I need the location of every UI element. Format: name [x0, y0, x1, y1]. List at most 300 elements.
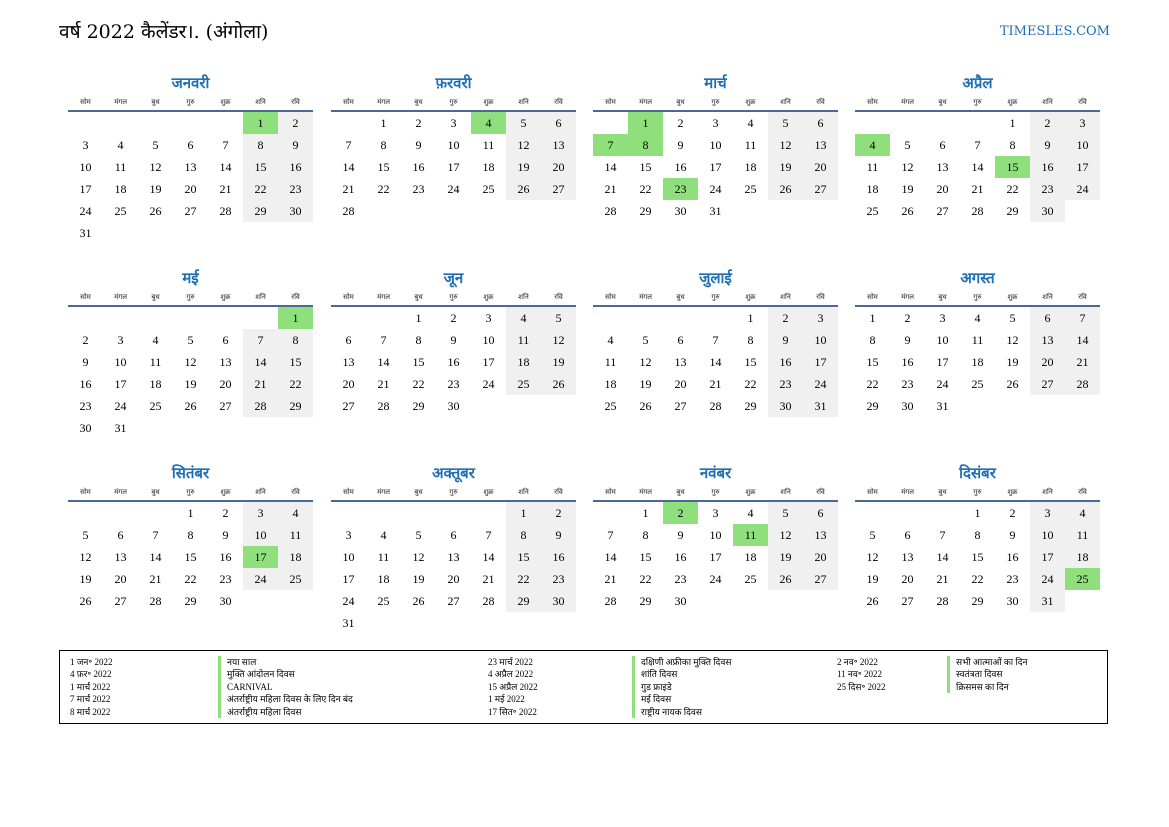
- day-cell: 17: [803, 351, 838, 373]
- day-cell: 7: [1065, 307, 1100, 329]
- day-cell: 29: [866, 399, 879, 413]
- empty-day-cell: [366, 612, 401, 634]
- week-row: [68, 524, 313, 546]
- day-cell: 11: [971, 333, 984, 347]
- day-cell: 22: [1006, 182, 1019, 196]
- day-cell: 27: [901, 594, 914, 608]
- day-cell: 26: [866, 594, 879, 608]
- weekday-label: मंगल: [901, 98, 914, 106]
- day-cell: 9: [278, 134, 313, 156]
- empty-day-cell: [366, 200, 401, 222]
- day-cell: 31: [342, 616, 355, 630]
- weekday-label: रवि: [1078, 293, 1087, 301]
- day-cell: 3: [712, 116, 719, 130]
- day-cell: 28: [219, 204, 232, 218]
- day-cell: 24: [709, 182, 722, 196]
- holiday-day-cell: 15: [995, 156, 1030, 178]
- month-name: मई: [182, 269, 199, 287]
- week-row: [331, 502, 576, 524]
- weekday-label: सोम: [605, 98, 616, 106]
- day-cell: 3: [82, 138, 89, 152]
- weekday-label: शुक्र: [745, 488, 756, 496]
- week-row: [855, 112, 1100, 134]
- week-row: [593, 200, 838, 222]
- day-cell: 14: [1065, 329, 1100, 351]
- days-grid: [855, 112, 1100, 222]
- day-cell: 5: [506, 112, 541, 134]
- day-cell: 4: [747, 116, 754, 130]
- day-cell: 17: [114, 377, 127, 391]
- empty-day-cell: [138, 307, 173, 329]
- day-cell: 8: [506, 524, 541, 546]
- weekday-label: मंगल: [901, 293, 914, 301]
- day-cell: 5: [82, 528, 89, 542]
- day-cell: 30: [541, 590, 576, 612]
- weekday-label: रवि: [291, 98, 300, 106]
- day-cell: 26: [541, 373, 576, 395]
- day-cell: 21: [243, 373, 278, 395]
- empty-day-cell: [960, 112, 995, 134]
- empty-day-cell: [698, 307, 733, 329]
- day-cell: 4: [506, 307, 541, 329]
- legend-holiday-name: CARNIVAL: [218, 681, 353, 693]
- day-cell: 31: [936, 399, 949, 413]
- weekday-header: [855, 94, 1100, 112]
- weekday-label: शनि: [780, 293, 791, 301]
- day-cell: 3: [939, 311, 946, 325]
- holiday-day-cell: 1: [243, 112, 278, 134]
- empty-day-cell: [138, 502, 173, 524]
- weekday-label: शुक्र: [745, 98, 756, 106]
- empty-day-cell: [506, 395, 541, 417]
- day-cell: 1: [415, 311, 422, 325]
- week-row: [331, 112, 576, 134]
- day-cell: 13: [447, 550, 460, 564]
- weekday-header: [855, 484, 1100, 502]
- days-grid: [855, 307, 1100, 417]
- day-cell: 2: [541, 502, 576, 524]
- weekday-label: शुक्र: [1007, 293, 1018, 301]
- site-link[interactable]: TIMESLES.COM: [999, 24, 1110, 39]
- empty-day-cell: [208, 112, 243, 134]
- day-cell: 26: [639, 399, 652, 413]
- day-cell: 11: [866, 160, 879, 174]
- day-cell: 10: [1065, 134, 1100, 156]
- day-cell: 8: [1009, 138, 1016, 152]
- week-row: [331, 524, 576, 546]
- day-cell: 1: [974, 506, 981, 520]
- weekday-label: सोम: [343, 488, 354, 496]
- weekday-label: रवि: [1078, 98, 1087, 106]
- weekday-label: गुरु: [449, 488, 458, 496]
- day-cell: 14: [342, 160, 355, 174]
- days-grid: [331, 307, 576, 417]
- day-cell: 3: [1030, 502, 1065, 524]
- week-row: [68, 112, 313, 134]
- day-cell: 10: [114, 355, 127, 369]
- day-cell: 19: [901, 182, 914, 196]
- day-cell: 28: [971, 204, 984, 218]
- day-cell: 24: [342, 594, 355, 608]
- week-row: [68, 329, 313, 351]
- day-cell: 16: [901, 355, 914, 369]
- holiday-day-cell: 1: [278, 307, 313, 329]
- day-cell: 15: [278, 351, 313, 373]
- empty-day-cell: [890, 502, 925, 524]
- empty-day-cell: [471, 612, 506, 634]
- day-cell: 21: [604, 182, 617, 196]
- day-cell: 13: [803, 134, 838, 156]
- holiday-legend: [59, 650, 1108, 724]
- weekday-label: बुध: [151, 293, 160, 301]
- day-cell: 7: [152, 528, 159, 542]
- legend-holiday-date: 23 मार्च 2022: [488, 657, 533, 667]
- day-cell: 27: [541, 178, 576, 200]
- legend-holiday-date: 7 मार्च 2022: [70, 694, 111, 705]
- week-row: [68, 134, 313, 156]
- legend-holiday-name: दक्षिणी अफ्रीका मुक्ति दिवस: [632, 656, 731, 668]
- day-cell: 24: [79, 204, 92, 218]
- weekday-label: शनि: [1042, 293, 1053, 301]
- weekday-label: शनि: [518, 488, 529, 496]
- week-row: [855, 178, 1100, 200]
- day-cell: 29: [506, 590, 541, 612]
- day-cell: 27: [184, 204, 197, 218]
- day-cell: 15: [866, 355, 879, 369]
- month-calendar: [331, 267, 576, 417]
- weekday-label: गुरु: [973, 98, 982, 106]
- day-cell: 12: [541, 329, 576, 351]
- day-cell: 6: [803, 112, 838, 134]
- weekday-label: शनि: [780, 488, 791, 496]
- weekday-label: मंगल: [639, 293, 652, 301]
- day-cell: 3: [117, 333, 124, 347]
- day-cell: 7: [345, 138, 352, 152]
- weekday-label: शनि: [1042, 488, 1053, 496]
- day-cell: 19: [866, 572, 879, 586]
- day-cell: 15: [639, 160, 652, 174]
- week-row: [331, 395, 576, 417]
- day-cell: 11: [482, 138, 495, 152]
- day-cell: 29: [639, 594, 652, 608]
- empty-day-cell: [925, 502, 960, 524]
- weekday-label: बुध: [414, 488, 423, 496]
- day-cell: 12: [1006, 333, 1019, 347]
- day-cell: 17: [709, 550, 722, 564]
- day-cell: 2: [278, 112, 313, 134]
- week-row: [855, 373, 1100, 395]
- days-grid: [593, 307, 838, 417]
- day-cell: 25: [744, 182, 757, 196]
- weekday-label: रवि: [554, 98, 563, 106]
- week-row: [855, 524, 1100, 546]
- weekday-label: शनि: [780, 98, 791, 106]
- day-cell: 3: [485, 311, 492, 325]
- week-row: [855, 351, 1100, 373]
- day-cell: 6: [541, 112, 576, 134]
- day-cell: 20: [541, 156, 576, 178]
- day-cell: 7: [939, 528, 946, 542]
- day-cell: 18: [866, 182, 879, 196]
- day-cell: 27: [803, 178, 838, 200]
- weekday-header: [593, 484, 838, 502]
- empty-day-cell: [733, 200, 768, 222]
- day-cell: 18: [971, 355, 984, 369]
- week-row: [68, 568, 313, 590]
- day-cell: 3: [243, 502, 278, 524]
- empty-day-cell: [103, 502, 138, 524]
- weekday-header: [331, 484, 576, 502]
- day-cell: 9: [677, 138, 684, 152]
- day-cell: 9: [82, 355, 89, 369]
- day-cell: 25: [866, 204, 879, 218]
- days-grid: [331, 502, 576, 634]
- weekday-label: मंगल: [377, 98, 390, 106]
- week-row: [593, 395, 838, 417]
- weekday-label: मंगल: [114, 488, 127, 496]
- month-name: फ़रवरी: [435, 74, 472, 92]
- day-cell: 4: [117, 138, 124, 152]
- legend-holiday-name: राष्ट्रीय नायक दिवस: [632, 706, 731, 718]
- day-cell: 30: [1006, 594, 1019, 608]
- day-cell: 23: [278, 178, 313, 200]
- day-cell: 7: [712, 333, 719, 347]
- day-cell: 25: [114, 204, 127, 218]
- day-cell: 19: [412, 572, 425, 586]
- weekday-header: [331, 289, 576, 307]
- day-cell: 16: [674, 160, 687, 174]
- holiday-day-cell: 23: [663, 178, 698, 200]
- legend-col-dates-3: [837, 656, 886, 693]
- empty-day-cell: [208, 417, 243, 439]
- day-cell: 11: [744, 138, 757, 152]
- day-cell: 2: [450, 311, 457, 325]
- day-cell: 5: [152, 138, 159, 152]
- holiday-day-cell: 11: [733, 524, 768, 546]
- weekday-label: शनि: [518, 293, 529, 301]
- day-cell: 30: [674, 594, 687, 608]
- day-cell: 10: [79, 160, 92, 174]
- week-row: [855, 134, 1100, 156]
- week-row: [331, 351, 576, 373]
- day-cell: 13: [184, 160, 197, 174]
- day-cell: 29: [243, 200, 278, 222]
- day-cell: 20: [674, 377, 687, 391]
- day-cell: 22: [377, 182, 390, 196]
- day-cell: 27: [803, 568, 838, 590]
- month-name: दिसंबर: [959, 464, 996, 482]
- week-row: [331, 178, 576, 200]
- weekday-label: सोम: [867, 98, 878, 106]
- day-cell: 29: [744, 399, 757, 413]
- day-cell: 1: [747, 311, 754, 325]
- day-cell: 19: [1006, 355, 1019, 369]
- day-cell: 30: [278, 200, 313, 222]
- weekday-label: रवि: [816, 488, 825, 496]
- weekday-label: रवि: [1078, 488, 1087, 496]
- legend-holiday-date: 17 सित॰ 2022: [488, 706, 537, 717]
- day-cell: 24: [447, 182, 460, 196]
- day-cell: 7: [380, 333, 387, 347]
- day-cell: 18: [114, 182, 127, 196]
- day-cell: 24: [1030, 568, 1065, 590]
- day-cell: 31: [1030, 590, 1065, 612]
- day-cell: 4: [278, 502, 313, 524]
- weekday-header: [331, 94, 576, 112]
- day-cell: 25: [482, 182, 495, 196]
- day-cell: 15: [412, 355, 425, 369]
- day-cell: 18: [278, 546, 313, 568]
- legend-holiday-name: स्वतंत्रता दिवस: [947, 668, 1027, 680]
- day-cell: 28: [936, 594, 949, 608]
- page-title: वर्ष 2022 कैलेंडर।. (अंगोला): [59, 21, 269, 43]
- day-cell: 9: [415, 138, 422, 152]
- week-row: [855, 200, 1100, 222]
- day-cell: 22: [506, 568, 541, 590]
- day-cell: 6: [677, 333, 684, 347]
- day-cell: 9: [1009, 528, 1016, 542]
- empty-day-cell: [855, 112, 890, 134]
- weekday-label: मंगल: [639, 98, 652, 106]
- day-cell: 22: [971, 572, 984, 586]
- weekday-label: शुक्र: [1007, 98, 1018, 106]
- day-cell: 6: [450, 528, 457, 542]
- weekday-label: सोम: [867, 488, 878, 496]
- day-cell: 12: [768, 134, 803, 156]
- day-cell: 21: [219, 182, 232, 196]
- weekday-label: शुक्र: [1007, 488, 1018, 496]
- week-row: [593, 329, 838, 351]
- day-cell: 27: [936, 204, 949, 218]
- holiday-day-cell: 1: [628, 112, 663, 134]
- day-cell: 9: [450, 333, 457, 347]
- empty-day-cell: [68, 307, 103, 329]
- week-row: [331, 546, 576, 568]
- day-cell: 3: [345, 528, 352, 542]
- empty-day-cell: [541, 395, 576, 417]
- empty-day-cell: [768, 200, 803, 222]
- empty-day-cell: [173, 417, 208, 439]
- day-cell: 9: [677, 528, 684, 542]
- week-row: [593, 502, 838, 524]
- empty-day-cell: [593, 307, 628, 329]
- day-cell: 8: [747, 333, 754, 347]
- day-cell: 16: [278, 156, 313, 178]
- weekday-label: सोम: [80, 488, 91, 496]
- week-row: [331, 134, 576, 156]
- day-cell: 9: [541, 524, 576, 546]
- weekday-label: रवि: [554, 293, 563, 301]
- legend-holiday-name: गुड फ्राइडे: [632, 681, 731, 693]
- day-cell: 19: [541, 351, 576, 373]
- day-cell: 14: [604, 160, 617, 174]
- weekday-label: सोम: [605, 293, 616, 301]
- day-cell: 22: [744, 377, 757, 391]
- day-cell: 9: [904, 333, 911, 347]
- day-cell: 6: [187, 138, 194, 152]
- day-cell: 16: [447, 355, 460, 369]
- empty-day-cell: [768, 590, 803, 612]
- legend-holiday-date: 8 मार्च 2022: [70, 706, 111, 717]
- empty-day-cell: [803, 200, 838, 222]
- day-cell: 20: [219, 377, 232, 391]
- day-cell: 16: [541, 546, 576, 568]
- day-cell: 18: [377, 572, 390, 586]
- day-cell: 7: [974, 138, 981, 152]
- legend-holiday-date: 25 दिस॰ 2022: [837, 681, 886, 692]
- day-cell: 31: [114, 421, 127, 435]
- days-grid: [68, 112, 313, 244]
- day-cell: 25: [278, 568, 313, 590]
- weekday-label: बुध: [938, 293, 947, 301]
- day-cell: 31: [79, 226, 92, 240]
- month-calendar: [593, 72, 838, 222]
- month-calendar: [855, 267, 1100, 417]
- day-cell: 19: [79, 572, 92, 586]
- empty-day-cell: [541, 612, 576, 634]
- month-name: अक्तूबर: [432, 464, 475, 482]
- week-row: [593, 112, 838, 134]
- weekday-label: गुरु: [186, 98, 195, 106]
- day-cell: 28: [709, 399, 722, 413]
- day-cell: 7: [222, 138, 229, 152]
- week-row: [68, 590, 313, 612]
- day-cell: 20: [936, 182, 949, 196]
- day-cell: 3: [803, 307, 838, 329]
- weekday-label: गुरु: [973, 488, 982, 496]
- weekday-label: रवि: [291, 488, 300, 496]
- holiday-day-cell: 2: [663, 502, 698, 524]
- day-cell: 22: [243, 178, 278, 200]
- weekday-label: शुक्र: [745, 293, 756, 301]
- day-cell: 15: [639, 550, 652, 564]
- day-cell: 30: [447, 399, 460, 413]
- day-cell: 22: [184, 572, 197, 586]
- day-cell: 29: [971, 594, 984, 608]
- empty-day-cell: [663, 307, 698, 329]
- legend-holiday-date: 4 अप्रैल 2022: [488, 669, 534, 680]
- day-cell: 15: [377, 160, 390, 174]
- legend-holiday-name: शांति दिवस: [632, 668, 731, 680]
- day-cell: 6: [939, 138, 946, 152]
- day-cell: 14: [377, 355, 390, 369]
- day-cell: 14: [482, 550, 495, 564]
- day-cell: 23: [541, 568, 576, 590]
- day-cell: 19: [506, 156, 541, 178]
- day-cell: 27: [447, 594, 460, 608]
- weekday-label: शुक्र: [220, 293, 231, 301]
- day-cell: 1: [380, 116, 387, 130]
- day-cell: 16: [1030, 156, 1065, 178]
- empty-day-cell: [366, 307, 401, 329]
- day-cell: 8: [869, 333, 876, 347]
- day-cell: 15: [243, 156, 278, 178]
- empty-day-cell: [278, 222, 313, 244]
- holiday-day-cell: 8: [628, 134, 663, 156]
- day-cell: 28: [1065, 373, 1100, 395]
- empty-day-cell: [68, 112, 103, 134]
- week-row: [855, 307, 1100, 329]
- day-cell: 28: [482, 594, 495, 608]
- legend-col-dates-1: [70, 656, 113, 718]
- day-cell: 27: [114, 594, 127, 608]
- day-cell: 18: [506, 351, 541, 373]
- empty-day-cell: [698, 590, 733, 612]
- day-cell: 20: [342, 377, 355, 391]
- day-cell: 11: [604, 355, 617, 369]
- day-cell: 28: [377, 399, 390, 413]
- day-cell: 23: [1030, 178, 1065, 200]
